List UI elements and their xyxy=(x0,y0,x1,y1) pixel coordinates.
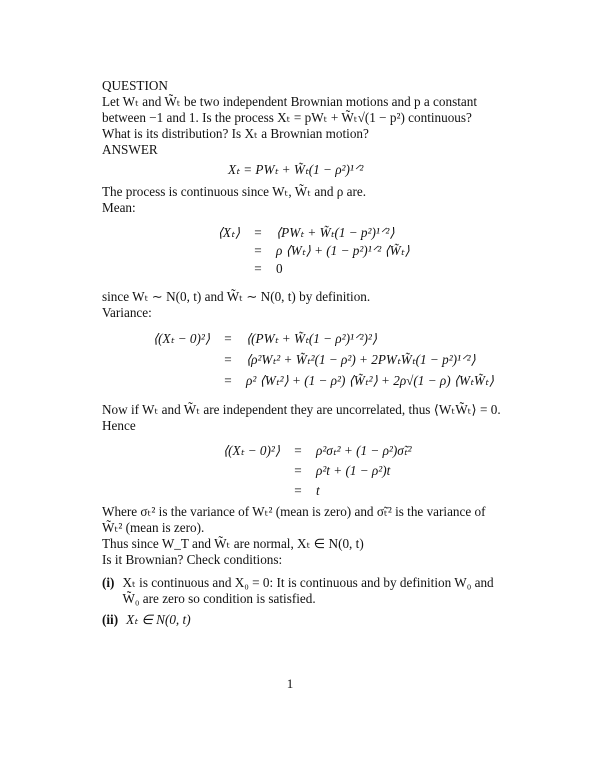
eq-op: = xyxy=(294,443,302,458)
answer-heading: ANSWER xyxy=(102,142,158,157)
eq-op: = xyxy=(254,243,262,258)
hence-text: Hence xyxy=(102,418,136,433)
condition-item xyxy=(102,612,502,628)
condition-text: Xₜ is continuous and X₀ = 0: It is continuous and by definition W₀ and W̃₀ are zero so condition is satisfied. xyxy=(122,575,494,606)
eq-rhs: ρ²σₜ² + (1 − ρ²)σ̃ₜ² xyxy=(316,443,412,458)
hence-equations xyxy=(200,442,412,502)
eq-rhs: ρ² ⟨Wₜ²⟩ + (1 − ρ²) ⟨W̃ₜ²⟩ + 2ρ√(1 − ρ) ⟨WₜW̃ₜ⟩ xyxy=(246,373,494,388)
condition-label: (i) xyxy=(102,575,115,590)
eq-rhs: ρ ⟨Wₜ⟩ + (1 − p²)¹ᐟ² ⟨W̃ₜ⟩ xyxy=(276,243,410,258)
eq-op: = xyxy=(294,463,302,478)
condition-item xyxy=(102,575,502,607)
eq-rhs: ⟨ρ²Wₜ² + W̃ₜ²(1 − ρ²) + 2PWₜW̃ₜ(1 − p²)¹ᐟ²⟩ xyxy=(246,352,476,367)
eq-op: = xyxy=(254,225,262,240)
eq-op: = xyxy=(294,483,302,498)
condition-text: Xₜ ∈ N(0, t) xyxy=(126,612,191,627)
equation-process: Xₜ = PWₜ + W̃ₜ(1 − ρ²)¹ᐟ² xyxy=(228,162,364,177)
eq-lhs: ⟨(Xₜ − 0)²⟩ xyxy=(222,443,280,458)
eq-lhs: ⟨Xₜ⟩ xyxy=(217,225,240,240)
eq-rhs: ⟨(PWₜ + W̃ₜ(1 − ρ²)¹ᐟ²)²⟩ xyxy=(246,331,377,346)
condition-label: (ii) xyxy=(102,612,119,627)
eq-op: = xyxy=(224,331,232,346)
eq-op: = xyxy=(254,261,262,276)
mean-label: Mean: xyxy=(102,200,136,215)
question-heading: QUESTION xyxy=(102,78,168,93)
uncorrelated-text: Now if Wₜ and W̃ₜ are independent they are uncorrelated, thus ⟨WₜW̃ₜ⟩ = 0. xyxy=(102,402,501,417)
eq-lhs: ⟨(Xₜ − 0)²⟩ xyxy=(152,331,210,346)
page-number: 1 xyxy=(286,676,294,691)
where-text: Where σₜ² is the variance of Wₜ² (mean is zero) and σ̃ₜ² is the variance of W̃ₜ² (mean is zero). xyxy=(102,504,486,535)
eq-op: = xyxy=(224,373,232,388)
since-text: since Wₜ ∼ N(0, t) and W̃ₜ ∼ N(0, t) by definition. xyxy=(102,289,371,304)
continuity-text: The process is continuous since Wₜ, W̃ₜ and ρ are. xyxy=(102,184,367,199)
eq-rhs: ⟨PWₜ + W̃ₜ(1 − p²)¹ᐟ²⟩ xyxy=(276,225,395,240)
eq-rhs: ρ²t + (1 − ρ²)t xyxy=(316,463,391,478)
variance-label: Variance: xyxy=(102,305,152,320)
eq-rhs: t xyxy=(316,483,320,498)
mean-equations xyxy=(200,224,410,278)
eq-rhs: 0 xyxy=(276,261,283,276)
thus-text: Thus since W_T and W̃ₜ are normal, Xₜ ∈ N(0, t) xyxy=(102,536,364,551)
brownian-question: Is it Brownian? Check conditions: xyxy=(102,552,283,567)
question-text: Let Wₜ and W̃ₜ be two independent Brownian motions and p a constant between −1 and 1. Is the process Xₜ = pWₜ + W̃ₜ√(1 − p²) continuous? What is its distribution? Is Xₜ a Brownian motion? xyxy=(102,94,477,141)
eq-op: = xyxy=(224,352,232,367)
variance-equations xyxy=(130,330,494,393)
